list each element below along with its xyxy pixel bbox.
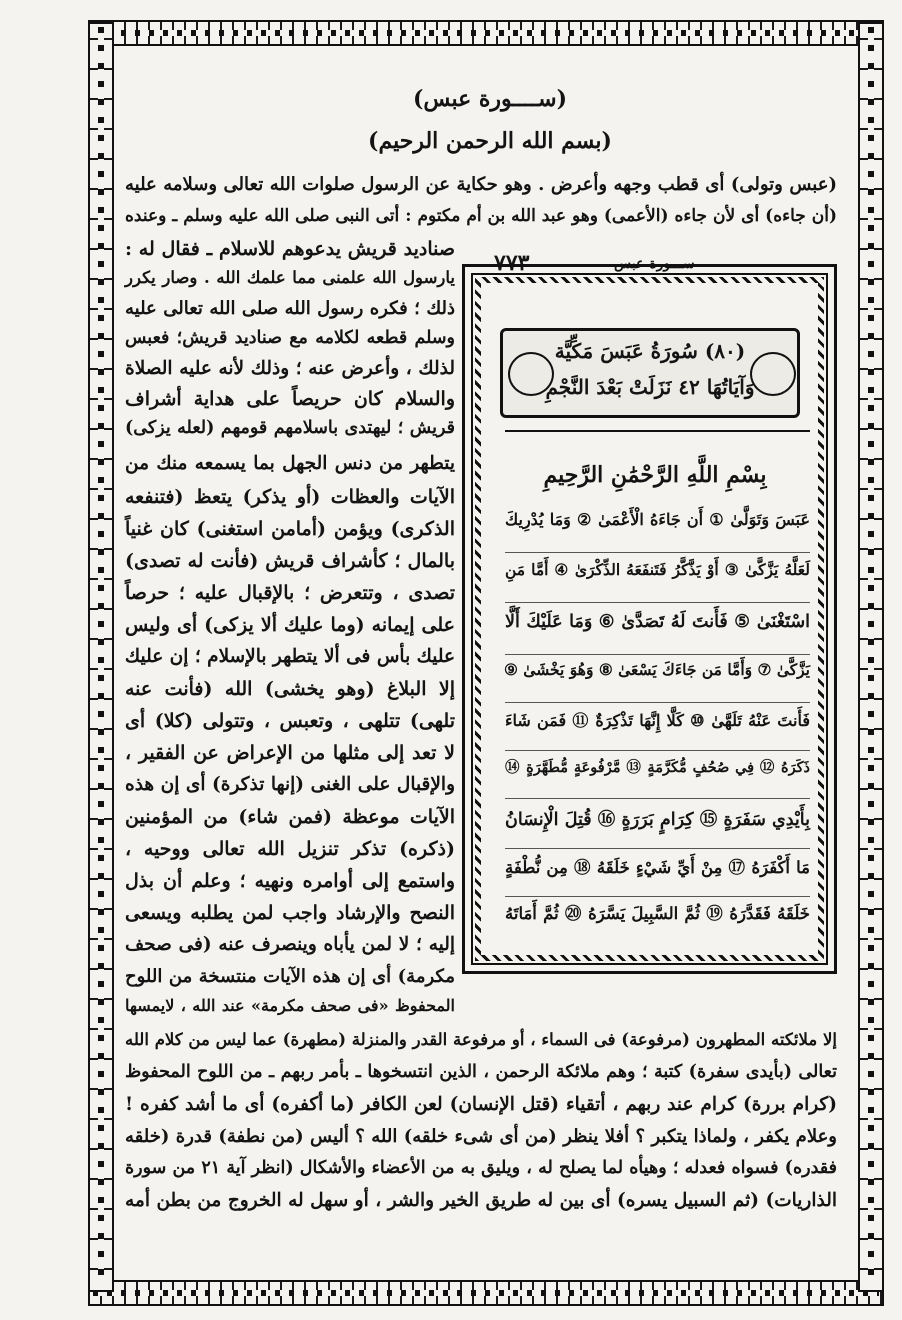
right-medallion-icon bbox=[750, 352, 796, 396]
surah-title: (ســــورة عبس) bbox=[412, 86, 568, 112]
verse-rule bbox=[505, 896, 810, 897]
column-line: تلهى) تتلهى ، وتعبس ، وتتولى (كلا) أى bbox=[125, 710, 455, 732]
column-line: المحفوظ «فى صحف مكرمة» عند الله ، لايمسها bbox=[125, 996, 455, 1015]
top-ornamental-border bbox=[88, 20, 884, 46]
verse-line: اسْتَغْنَىٰ ⑤ فَأَنتَ لَهُ تَصَدَّىٰ ⑥ وَمَا عَلَيْكَ أَلَّا bbox=[505, 612, 810, 632]
banner-line-2: وَآيَاتُهَا ٤٢ نَزَلَتْ بَعْدَ النَّجْمِ bbox=[545, 375, 755, 399]
column-line: واستمع إلى أوامره ونهيه ؛ وعلم أن بذل bbox=[125, 870, 455, 892]
bottom-line: وعلام يكفر ، ولماذا يتكبر ؟ أفلا ينظر (من أى شىء خلقه) الله ؟ أليس (من نطفة) قدرة (خلقه bbox=[125, 1126, 837, 1147]
bottom-line: إلا ملائكته المطهرون (مرفوعة) فى السماء ، أو مرفوعة القدر والمنزلة (مطهرة) عما ليس من كلام الله bbox=[125, 1030, 837, 1049]
verse-line: مَا أَكْفَرَهُ ⑰ مِنْ أَيِّ شَيْءٍ خَلَقَهُ ⑱ مِن نُّطْفَةٍ bbox=[505, 858, 810, 877]
bottom-ornamental-border bbox=[88, 1280, 884, 1306]
quran-page-number: ٧٧٣ bbox=[494, 250, 530, 276]
column-line: الذكرى) ويؤمن (أمامن استغنى) كان غنياً bbox=[125, 518, 455, 540]
column-line: لا تعد إلى مثلها من الإعراض عن الفقير ، bbox=[125, 742, 455, 764]
column-line: مكرمة) أى إن هذه الآيات منتسخة من اللوح bbox=[125, 966, 455, 987]
intro-line: (عبس وتولى) أى قطب وجهه وأعرض . وهو حكاية عن الرسول صلوات الله تعالى وسلامه عليه bbox=[125, 174, 837, 195]
right-ornamental-border bbox=[858, 22, 884, 1292]
column-line: وسلم قطعه لكلامه مع صناديد قريش؛ فعبس bbox=[125, 328, 455, 348]
column-line: لذلك ، وأعرض عنه ؛ وذلك لأنه عليه الصلاة bbox=[125, 358, 455, 379]
verse-rule bbox=[505, 848, 810, 849]
column-line: إليه ؛ لا لمن يأباه وينصرف عنه (فى صحف bbox=[125, 934, 455, 955]
column-line: والإقبال على الغنى (إنها تذكرة) أى إن هذه bbox=[125, 774, 455, 795]
column-line: قريش ؛ ليهتدى باسلامهم قومهم (لعله يزكى) bbox=[125, 418, 455, 438]
column-line: الآيات والعظات (أو يذكر) يتعظ (فتنفعه bbox=[125, 486, 455, 508]
column-line: يتطهر من دنس الجهل بما يسمعه منك من bbox=[125, 453, 455, 474]
intro-line: (أن جاءه) أى لأن جاءه (الأعمى) وهو عبد الله بن أم مكتوم : أتى النبى صلى الله عليه وسلم ـ وعنده bbox=[125, 206, 837, 226]
verse-line: فَأَنتَ عَنْهُ تَلَهَّىٰ ⑩ كَلَّا إِنَّهَا تَذْكِرَةٌ ⑪ فَمَن شَاءَ bbox=[505, 711, 810, 730]
left-medallion-icon bbox=[508, 352, 554, 396]
column-line: والسلام كان حريصاً على هداية أشراف bbox=[125, 388, 455, 410]
quran-basmala: بِسْمِ اللَّهِ الرَّحْمَٰنِ الرَّحِيمِ bbox=[543, 462, 767, 488]
bottom-line: فقدره) فسواه فعدله ؛ وهيأه لما يصلح له ، ويليق به من الأعضاء والأشكال (انظر آية ٢١ من سورة bbox=[125, 1158, 837, 1178]
bottom-line: تعالى (بأيدى سفرة) كتبة ؛ وهم ملائكة الرحمن ، الذين انتسخوها ـ بأمر ربهم ـ من اللوح المحفوظ bbox=[125, 1062, 837, 1082]
verse-line: يَزَّكَّىٰ ⑦ وَأَمَّا مَن جَاءَكَ يَسْعَىٰ ⑧ وَهُوَ يَخْشَىٰ ⑨ bbox=[504, 660, 810, 679]
column-line: تصدى ، وتتعرض ؛ بالإقبال عليه ؛ حرصاً bbox=[125, 582, 455, 604]
column-line: النصح والإرشاد واجب لمن يطلبه ويسعى bbox=[125, 902, 455, 924]
verse-line: لَعَلَّهُ يَزَّكَّىٰ ③ أَوْ يَذَّكَّرُ فَتَنفَعَهُ الذِّكْرَىٰ ④ أَمَّا مَنِ bbox=[505, 560, 810, 579]
banner-line-1: (٨٠) سُورَةُ عَبَسَ مَكِّيَّة bbox=[554, 339, 746, 363]
column-line: ذلك ؛ فكره رسول الله صلى الله تعالى عليه bbox=[125, 298, 455, 319]
verse-rule bbox=[505, 702, 810, 703]
column-line: إلا البلاغ (وهو يخشى) الله (فأنت عنه bbox=[125, 678, 455, 700]
quran-surah-header: ســـورة عبس bbox=[614, 256, 695, 272]
column-line: عليك بأس فى ألا يتطهر بالإسلام ؛ إن عليك bbox=[124, 646, 455, 667]
column-line: (ذكره) تذكر تنزيل الله تعالى ووحيه ، bbox=[125, 838, 455, 860]
verse-line: بِأَيْدِي سَفَرَةٍ ⑮ كِرَامٍ بَرَرَةٍ ⑯ قُتِلَ الْإِنسَانُ bbox=[505, 810, 810, 830]
column-line: الآيات موعظة (فمن شاء) من المؤمنين bbox=[125, 806, 455, 828]
verse-line: ذَكَرَهُ ⑫ فِي صُحُفٍ مُّكَرَّمَةٍ ⑬ مَّرْفُوعَةٍ مُّطَهَّرَةٍ ⑭ bbox=[505, 759, 810, 776]
verse-rule bbox=[505, 750, 810, 751]
column-line: صناديد قريش يدعوهم للاسلام ـ فقال له : bbox=[125, 238, 455, 260]
verse-rule bbox=[505, 552, 810, 553]
verse-rule bbox=[505, 654, 810, 655]
verse-line: خَلَقَهُ فَقَدَّرَهُ ⑲ ثُمَّ السَّبِيلَ يَسَّرَهُ ⑳ ثُمَّ أَمَاتَهُ bbox=[505, 904, 810, 923]
column-line: على إيمانه (وما عليك ألا يزكى) أى وليس bbox=[125, 614, 455, 636]
column-line: بالمال ؛ كأشراف قريش (فأنت له تصدى) bbox=[125, 550, 455, 572]
bottom-line: الذاريات) (ثم السبيل يسره) أى بين له طريق الخير والشر ، أو سهل له الخروج من بطن أمه bbox=[125, 1190, 837, 1211]
verse-line: عَبَسَ وَتَوَلَّىٰ ① أَن جَاءَهُ الْأَعْمَىٰ ② وَمَا يُدْرِيكَ bbox=[505, 510, 810, 529]
banner-divider bbox=[505, 430, 810, 432]
basmala-heading: (بسم الله الرحمن الرحيم) bbox=[368, 128, 612, 154]
left-ornamental-border bbox=[88, 22, 114, 1292]
verse-rule bbox=[505, 798, 810, 799]
column-line: يارسول الله علمنى مما علمك الله . وصار يكرر bbox=[125, 268, 455, 287]
verse-rule bbox=[505, 602, 810, 603]
bottom-line: (كرام بررة) كرام عند ربهم ، أتقياء (قتل الإنسان) لعن الكافر (ما أكفره) أى ما أشد كفره ! bbox=[125, 1094, 837, 1115]
